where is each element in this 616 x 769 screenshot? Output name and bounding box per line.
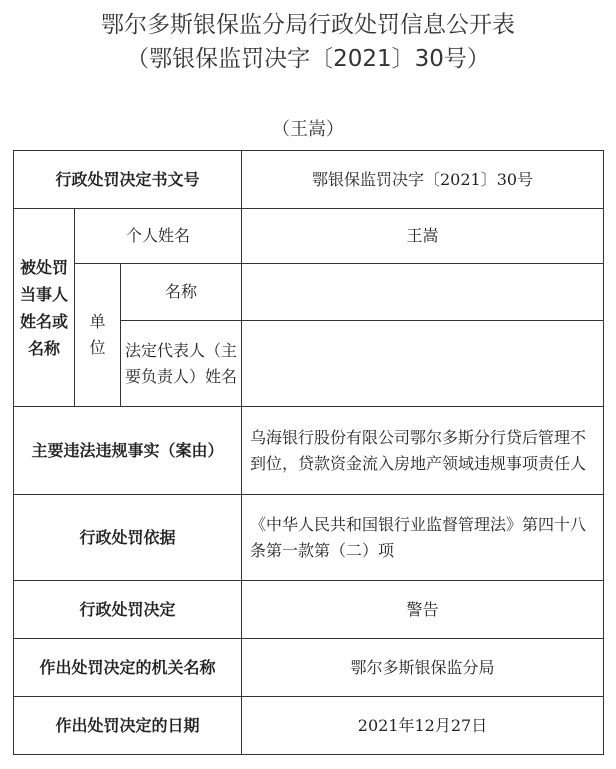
legal-rep-value [242, 321, 604, 407]
person-name-value: 王嵩 [242, 209, 604, 264]
table-row [14, 495, 604, 581]
decision-label: 行政处罚决定 [14, 581, 242, 639]
doc-number-label: 行政处罚决定书文号 [14, 151, 242, 209]
unit-name-value [242, 264, 604, 321]
authority-label: 作出处罚决定的机关名称 [14, 639, 242, 697]
basis-value: 《中华人民共和国银行业监督管理法》第四十八条第一款第（二）项 [242, 495, 604, 581]
unit-name-label: 名称 [121, 264, 242, 321]
document-number-title: （鄂银保监罚决字〔2021〕30号） [126, 46, 490, 72]
subject-name: （王嵩） [272, 119, 344, 140]
party-label: 被处罚当事人姓名或名称 [14, 209, 75, 407]
table-row [14, 209, 604, 264]
table-row [14, 639, 604, 697]
date-label: 作出处罚决定的日期 [14, 697, 242, 755]
authority-value: 鄂尔多斯银保监分局 [242, 639, 604, 697]
doc-number-value: 鄂银保监罚决字〔2021〕30号 [242, 151, 604, 209]
unit-label: 单位 [75, 264, 121, 407]
table-row [14, 151, 604, 209]
penalty-info-table [13, 150, 604, 755]
table-row [14, 581, 604, 639]
person-name-label: 个人姓名 [75, 209, 242, 264]
legal-rep-label: 法定代表人（主要负责人）姓名 [121, 321, 242, 407]
facts-value: 乌海银行股份有限公司鄂尔多斯分行贷后管理不到位，贷款资金流入房地产领域违规事项责任人 [242, 407, 604, 495]
facts-label: 主要违法违规事实（案由） [14, 407, 242, 495]
table-row [14, 697, 604, 755]
basis-label: 行政处罚依据 [14, 495, 242, 581]
date-value: 2021年12月27日 [242, 697, 604, 755]
decision-value: 警告 [242, 581, 604, 639]
page-title: 鄂尔多斯银保监分局行政处罚信息公开表 [101, 12, 515, 38]
table-row [14, 407, 604, 495]
table-row [14, 264, 604, 321]
